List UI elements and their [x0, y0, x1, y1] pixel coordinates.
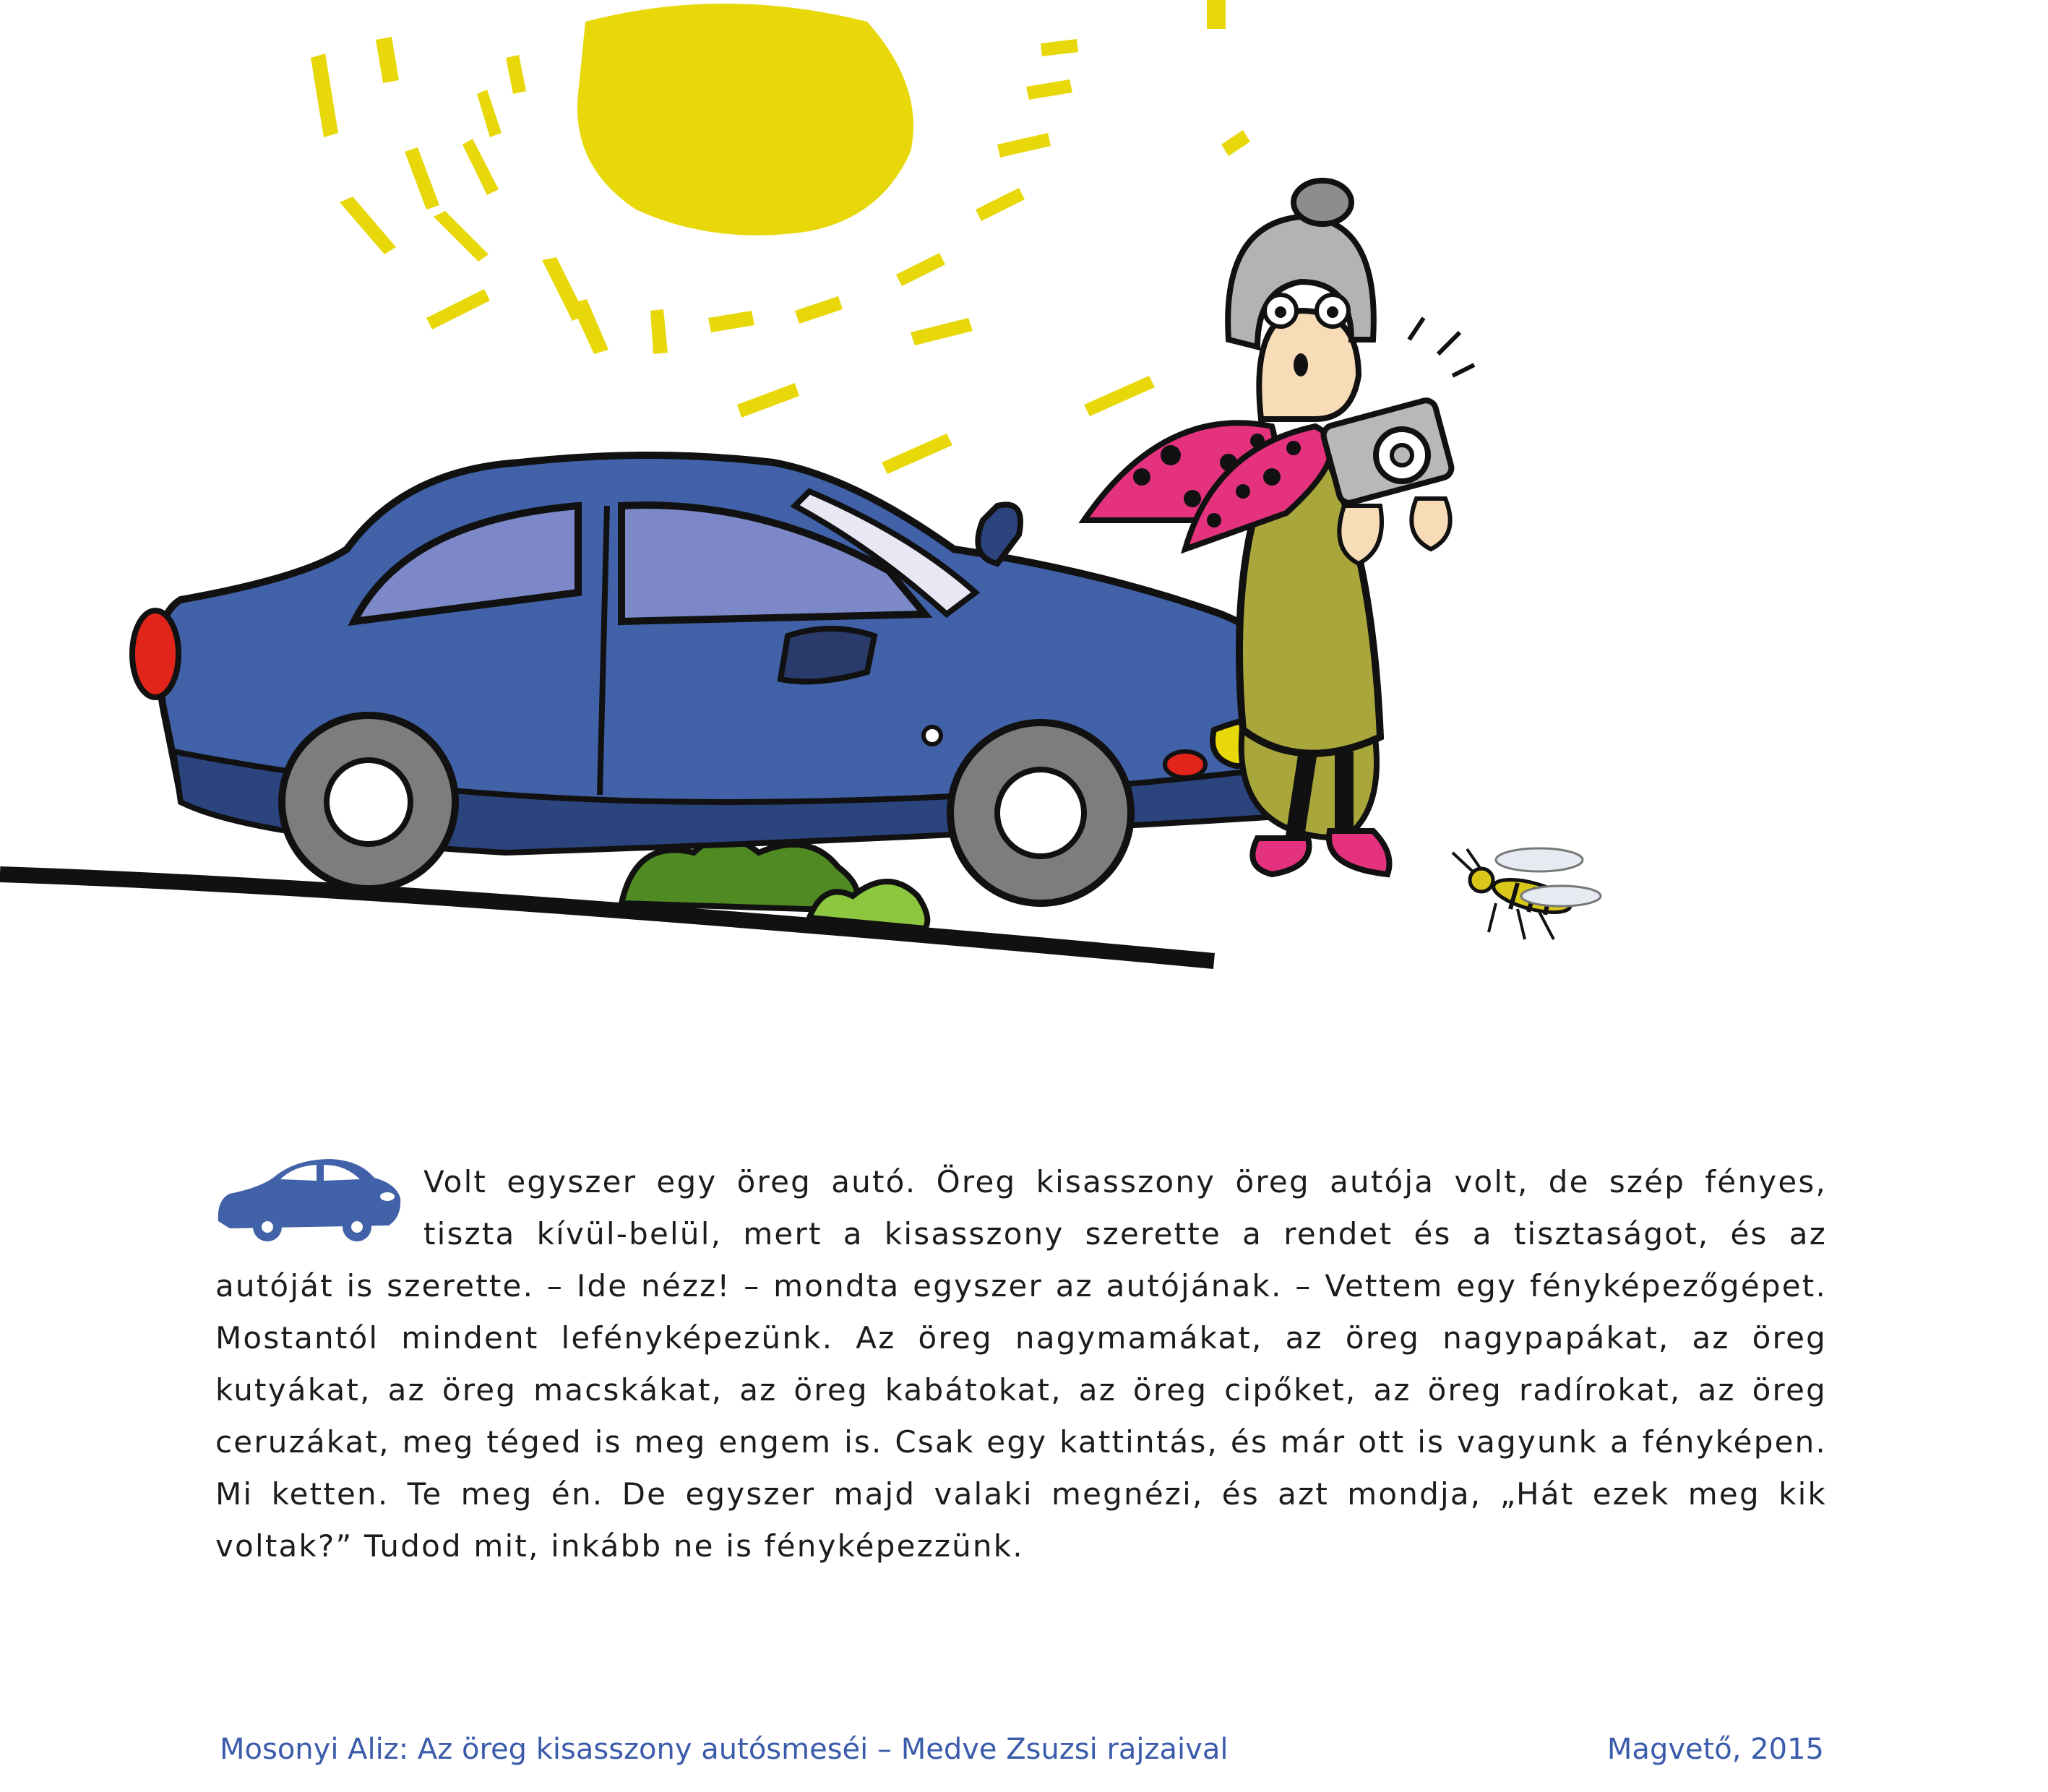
small-car-icon — [215, 1156, 403, 1243]
story-text: Volt egyszer egy öreg autó. Öreg kisasszony öreg autója volt, de szép fényes, tiszta kívül-belül, mert a kisasszony szerette a rendet és a tisztaságot, és az autóját is szerette. – Ide nézz! – mondta egyszer az autójának. – Vettem egy fényképezőgépet. Mostantól mindent lefényképezünk. Az öreg nagymamákat, az öreg nagypapákat, az öreg kutyákat, az öreg macskákat, az öreg kabátokat, az öreg cipőket, az öreg radírokat, az öreg ceruzákat, meg téged is meg engem is. Csak egy kattintás, és már ott is vagyunk a fényképen. Mi ketten. Te meg én. De egyszer majd valaki megnézi, és azt mondja, „Hát ezek meg kik voltak?” Tudod mit, inkább ne is fényképezzünk. — [215, 1164, 1827, 1564]
footer-publisher: Magvető, 2015 — [1606, 1733, 1824, 1766]
footer-credit: Mosonyi Aliz: Az öreg kisasszony autósmeséi – Medve Zsuzsi rajzaival — [220, 1733, 1229, 1766]
wasp — [1453, 848, 1601, 939]
sun — [311, 0, 1250, 474]
story-paragraph — [215, 1156, 1827, 1572]
